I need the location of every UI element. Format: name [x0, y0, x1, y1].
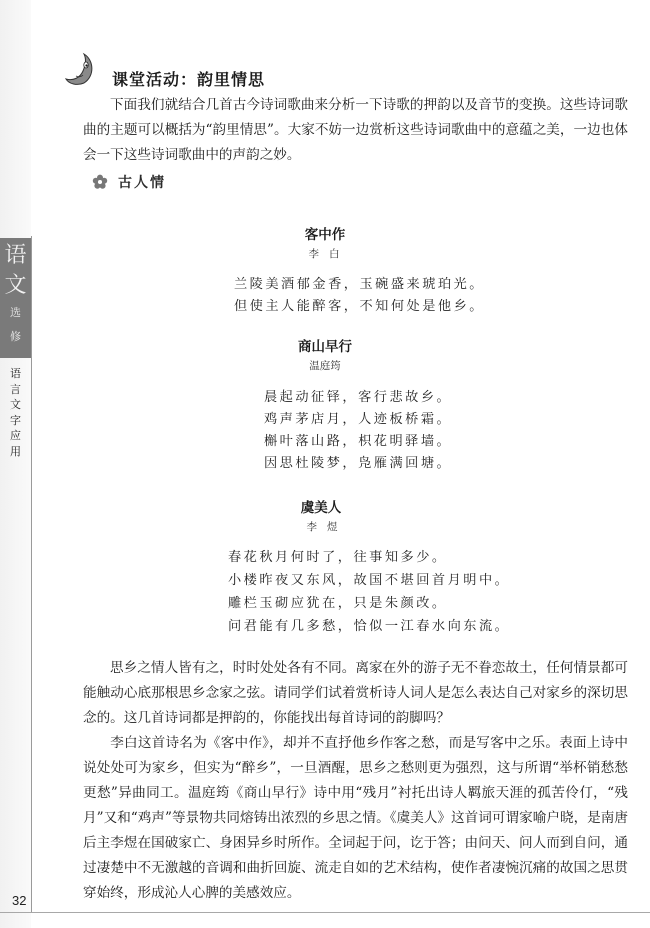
analysis-text: 李白这首诗名为《客中作》，却并不直抒他乡作客之愁，而是写客中之乐。表面上诗中说处处可为家乡，但实为“醉乡”，一旦酒醒，思乡之愁则更为强烈，这与所谓“举杯销愁愁更愁”异曲同工。温庭筠《商山早行》诗中用“残月”衬托出诗人羁旅天涯的孤苦伶仃，“残月”又和“鸡声”等景物共同熔铸出浓烈的乡思之情。《虞美人》这首词可谓家喻户晓，是南唐后主李煜在国破家亡、身困异乡时所作。全词起于问，讫于答；由问天、问人而到自问，通过凄楚中不无激越的音调和曲折回旋、流走自如的艺术结构，使作者凄惋沉痛的故国之思贯穿始终，形成沁人心脾的美感效应。 — [83, 735, 628, 901]
section-label: 古人情 — [118, 175, 166, 191]
subtitle-char: 文 — [10, 398, 21, 411]
series-char: 修 — [10, 330, 21, 343]
poem-line: 因思杜陵梦，凫雁满回塘。 — [264, 456, 453, 471]
series-char: 文 — [4, 273, 27, 298]
volume-subtitle — [0, 366, 31, 459]
poem-line: 兰陵美酒郁金香，玉碗盛来琥珀光。 — [234, 277, 485, 292]
subtitle-char: 应 — [10, 429, 21, 442]
poem-line: 春花秋月何时了，往事知多少。 — [228, 550, 448, 565]
subtitle-char: 语 — [10, 367, 21, 380]
intro-paragraph — [83, 93, 628, 168]
poem-line: 雕栏玉砌应犹在，只是朱颜改。 — [228, 596, 448, 611]
poem-author: 温庭筠 — [309, 360, 341, 372]
poem-line: 但使主人能醉客，不知何处是他乡。 — [234, 299, 485, 314]
subtitle-char: 用 — [10, 444, 21, 458]
poem-title: 客中作 — [304, 227, 346, 243]
poem-line: 晨起动征铎，客行悲故乡。 — [264, 390, 453, 405]
poem-body — [234, 274, 485, 318]
footer-rule — [0, 912, 650, 913]
poem-body — [264, 387, 452, 475]
poem-line: 槲叶落山路，枳花明驿墙。 — [264, 434, 453, 449]
intro-text: 下面我们就结合几首古今诗词歌曲来分析一下诗歌的押韵以及音节的变换。这些诗词歌曲的主题可以概括为“韵里情思”。大家不妨一边赏析这些诗词歌曲中的意蕴之美，一边也体会一下这些诗词歌曲中的声韵之妙。 — [83, 97, 628, 163]
subtitle-char: 字 — [10, 413, 21, 427]
flower-icon — [92, 174, 108, 190]
analysis-paragraph — [83, 731, 628, 906]
poem-author: 李白 — [308, 248, 350, 260]
crescent-moon-icon — [64, 52, 98, 86]
page-number: 32 — [12, 893, 27, 908]
poem-title: 商山早行 — [298, 339, 352, 355]
section-heading — [92, 172, 166, 192]
subtitle-char: 言 — [10, 382, 21, 396]
activity-title: 课堂活动：韵里情思 — [112, 70, 266, 89]
page-margin-strip — [0, 0, 31, 928]
series-char: 语 — [4, 243, 27, 268]
poem-line: 小楼昨夜又东风，故国不堪回首月明中。 — [228, 573, 511, 588]
poem-author: 李煜 — [306, 521, 348, 533]
poem-body — [228, 546, 510, 638]
poem-line: 鸡声茅店月，人迹板桥霜。 — [264, 412, 453, 427]
analysis-section — [83, 656, 628, 906]
analysis-text: 思乡之情人皆有之，时时处处各有不同。离家在外的游子无不眷恋故土，任何情景都可能触动心底那根思乡念家之弦。请同学们试着赏析诗人词人是怎么表达自己对家乡的深切思念的。这几首诗词都是押韵的，你能找出每首诗词的韵脚吗？ — [83, 660, 628, 726]
series-char: 选 — [10, 306, 21, 319]
poem-line: 问君能有几多愁，恰似一江春水向东流。 — [228, 619, 511, 634]
analysis-paragraph — [83, 656, 628, 731]
poem-title: 虞美人 — [300, 500, 342, 516]
